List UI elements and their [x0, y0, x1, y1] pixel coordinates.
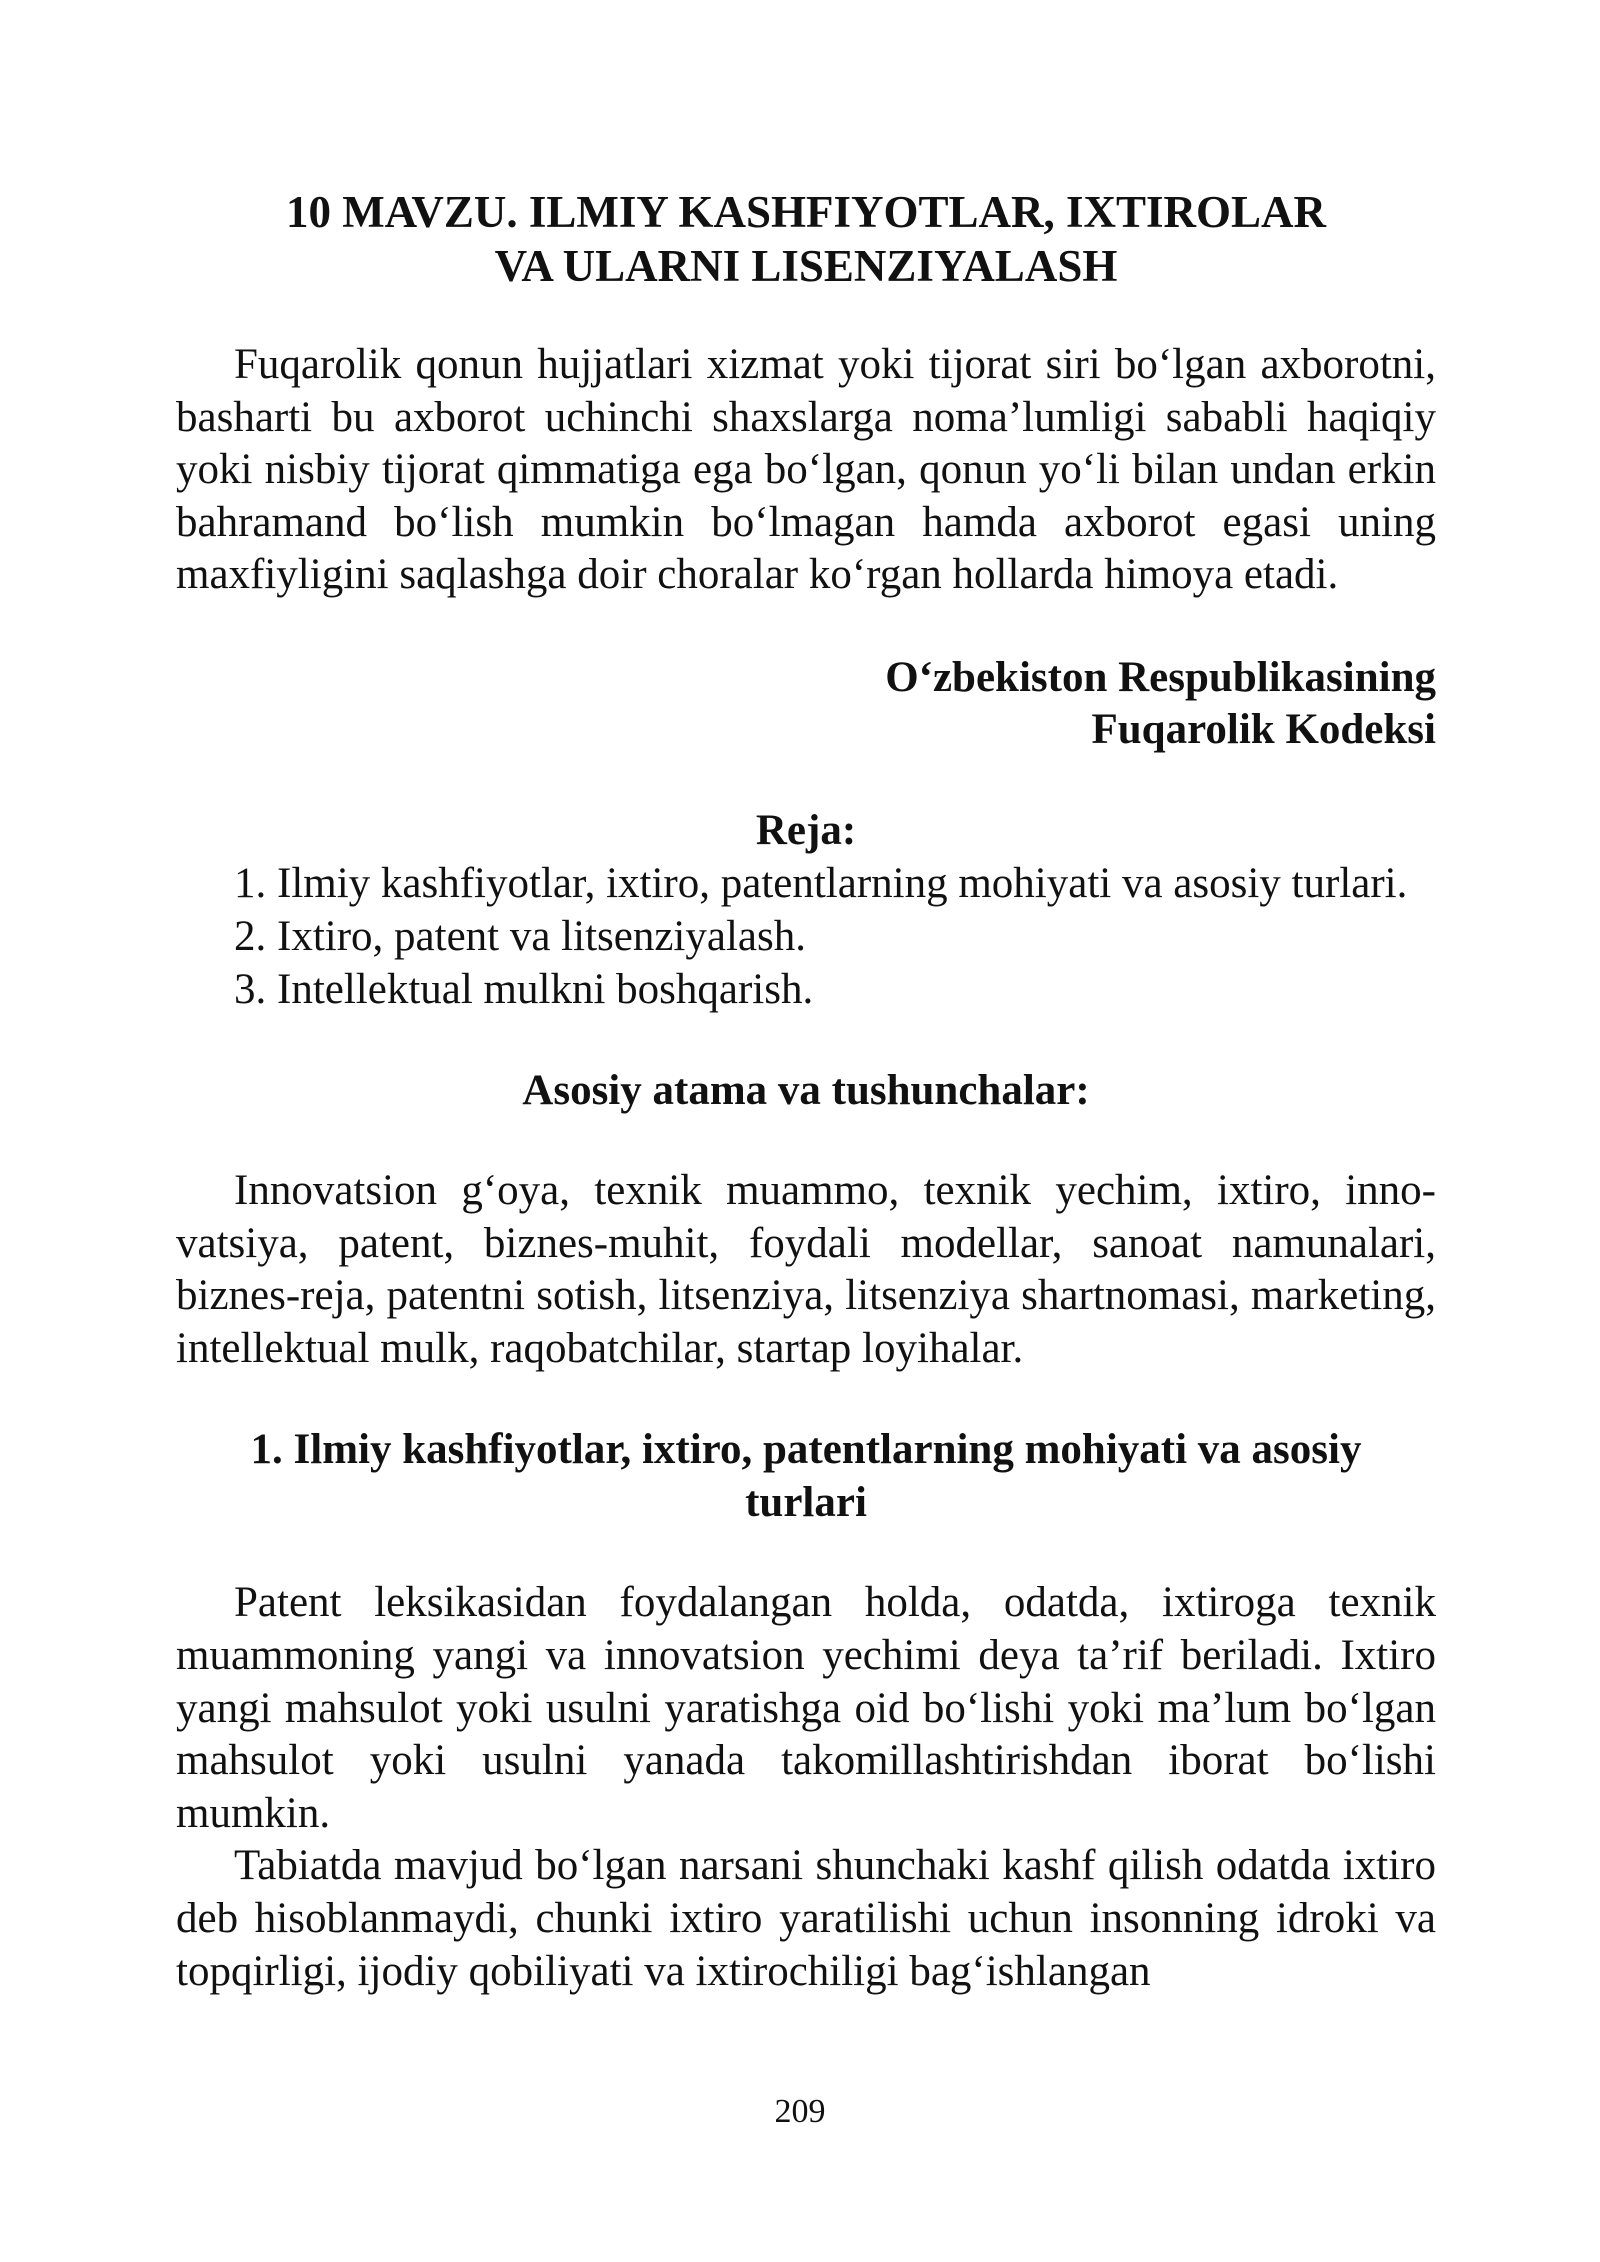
plan-heading: Reja:: [755, 806, 857, 854]
page-content: [176, 185, 1436, 1998]
page-number: 209: [774, 2093, 826, 2130]
chapter-title: [176, 185, 1436, 293]
chapter-title-line-2: VA ULARNI LISENZIYALASH: [494, 241, 1118, 291]
section-1-heading-line-1: 1. Ilmiy kashfiyotlar, ixtiro, patentlarning mohiyati va asosiy: [250, 1426, 1362, 1474]
key-terms-heading: Asosiy atama va tushunchalar:: [522, 1066, 1090, 1114]
section-1-paragraph-1: Patent leksikasidan foydalangan holda, odatda, ixtiroga texnik muammoning yangi va innovatsion yechimi deya ta’rif beriladi. Ixtiro yangi mahsulot yoki usulni yaratishga oid bo‘lishi yoki ma’lum bo‘lgan mahsulot yoki usulni yanada takomillashtirishdan iborat bo‘lishi mumkin.: [176, 1579, 1436, 1837]
epigraph-source: [176, 652, 1436, 756]
key-terms-paragraph: Innovatsion g‘oya, texnik muammo, texnik yechim, ixtiro, innovatsiya, patent, biznes-muhit, foydali modellar, sanoat namunalari, biznes-reja, patentni sotish, litsenziya, litsenziya shartnomasi, marketing, intellektual mulk, raqobatchilar, startap loyihalar.: [176, 1166, 1436, 1372]
section-1-heading: [176, 1423, 1436, 1529]
intro-paragraph: Fuqarolik qonun hujjatlari xizmat yoki tijorat siri bo‘lgan axborotni, basharti bu axborot uchinchi shaxslarga noma’lumligi sababli haqiqiy yoki nisbiy tijorat qimmatiga ega bo‘lgan, qonun yo‘li bilan undan erkin bahramand bo‘lish mumkin bo‘lmagan hamda axborot egasi uning maxfiyligini saqlashga doir choralar ko‘rgan hollarda himoya etadi.: [176, 341, 1436, 599]
chapter-title-line-1: 10 MAVZU. ILMIY KASHFIYOTLAR, IXTIROLAR: [285, 187, 1327, 237]
section-1-heading-line-2: turlari: [745, 1479, 867, 1527]
plan-item-3: 3. Intellektual mulkni boshqarish.: [234, 965, 814, 1013]
epigraph-line-1: O‘zbekiston Respublikasining: [885, 653, 1436, 701]
plan-list: [176, 857, 1436, 1016]
plan-item-2: 2. Ixtiro, patent va litsenziyalash.: [234, 912, 806, 960]
epigraph-line-2: Fuqarolik Kodeksi: [1091, 705, 1436, 753]
section-1-paragraph-2: Tabiatda mavjud bo‘lgan narsani shunchaki kashf qilish odatda ixtiro deb hisoblanmaydi, chunki ixtiro yaratilishi uchun insonning idroki va topqirligi, ijodiy qobiliyati va ixtirochiligi bag‘ishlangan: [176, 1842, 1436, 1995]
plan-item-1: 1. Ilmiy kashfiyotlar, ixtiro, patentlarning mohiyati va asosiy turlari.: [234, 859, 1408, 907]
